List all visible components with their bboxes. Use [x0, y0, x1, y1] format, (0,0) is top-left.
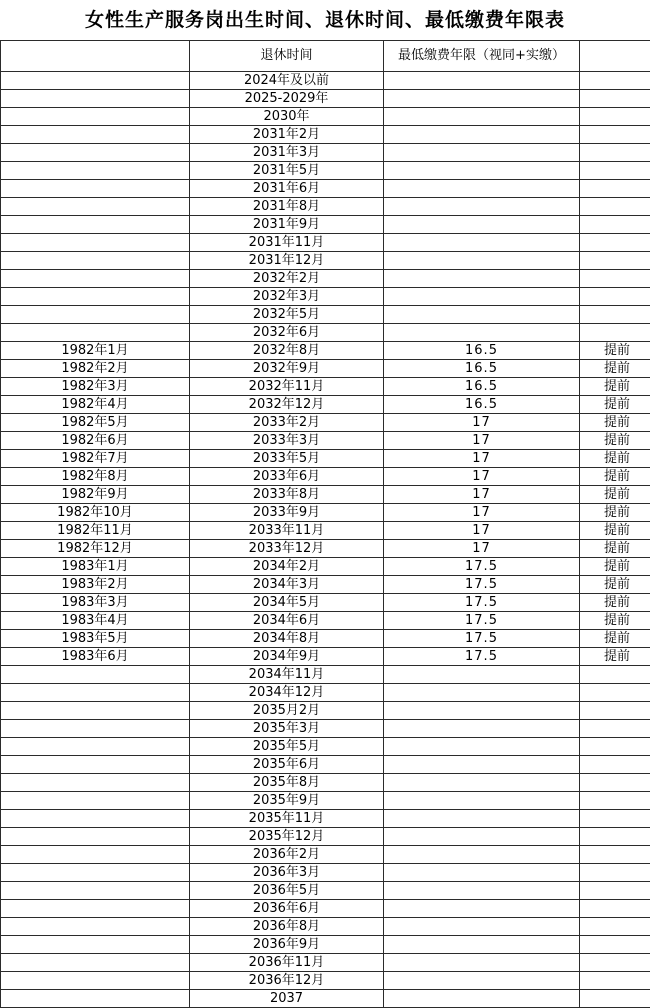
min-contribution-cell — [384, 810, 580, 828]
table-row — [1, 666, 650, 684]
retirement-time-cell: 2036年11月 — [190, 954, 384, 972]
table-row — [1, 828, 650, 846]
birth-date-cell: 1982年12月 — [1, 540, 190, 558]
birth-date-cell — [1, 918, 190, 936]
table-row — [1, 630, 650, 648]
type-cell — [580, 144, 650, 162]
table-row — [1, 702, 650, 720]
table-row — [1, 450, 650, 468]
min-contribution-cell — [384, 936, 580, 954]
birth-date-cell — [1, 234, 190, 252]
birth-date-cell — [1, 108, 190, 126]
type-cell: 提前 — [580, 612, 650, 630]
type-cell — [580, 162, 650, 180]
retirement-time-cell: 2031年3月 — [190, 144, 384, 162]
min-contribution-cell: 16.5 — [384, 342, 580, 360]
table-row — [1, 234, 650, 252]
type-cell — [580, 810, 650, 828]
retirement-time-cell: 2031年12月 — [190, 252, 384, 270]
birth-date-cell: 1982年3月 — [1, 378, 190, 396]
min-contribution-cell: 17 — [384, 450, 580, 468]
retirement-time-cell: 2031年6月 — [190, 180, 384, 198]
type-cell — [580, 990, 650, 1008]
birth-date-cell: 1983年2月 — [1, 576, 190, 594]
min-contribution-cell — [384, 846, 580, 864]
min-contribution-cell — [384, 270, 580, 288]
header-row — [1, 41, 650, 72]
min-contribution-cell — [384, 180, 580, 198]
type-cell: 提前 — [580, 540, 650, 558]
min-contribution-cell — [384, 774, 580, 792]
table-row — [1, 126, 650, 144]
retirement-time-cell: 2032年9月 — [190, 360, 384, 378]
table-row — [1, 558, 650, 576]
min-contribution-cell — [384, 126, 580, 144]
retirement-time-cell: 2036年5月 — [190, 882, 384, 900]
birth-date-cell — [1, 738, 190, 756]
table-row — [1, 738, 650, 756]
birth-date-cell — [1, 828, 190, 846]
birth-date-cell — [1, 954, 190, 972]
retirement-time-cell: 2035年8月 — [190, 774, 384, 792]
birth-date-cell — [1, 162, 190, 180]
birth-date-cell — [1, 198, 190, 216]
min-contribution-cell: 17 — [384, 540, 580, 558]
min-contribution-cell — [384, 972, 580, 990]
header-min-contribution: 最低缴费年限（视同+实缴） — [384, 41, 580, 72]
retirement-time-cell: 2035年3月 — [190, 720, 384, 738]
min-contribution-cell — [384, 900, 580, 918]
table-row — [1, 162, 650, 180]
type-cell: 提前 — [580, 378, 650, 396]
type-cell — [580, 792, 650, 810]
retirement-time-cell: 2033年8月 — [190, 486, 384, 504]
min-contribution-cell — [384, 252, 580, 270]
retirement-time-cell: 2032年12月 — [190, 396, 384, 414]
birth-date-cell: 1982年4月 — [1, 396, 190, 414]
min-contribution-cell: 17 — [384, 522, 580, 540]
table-row — [1, 954, 650, 972]
birth-date-cell — [1, 684, 190, 702]
birth-date-cell — [1, 216, 190, 234]
type-cell: 提前 — [580, 648, 650, 666]
table-row — [1, 810, 650, 828]
min-contribution-cell: 17.5 — [384, 576, 580, 594]
birth-date-cell — [1, 810, 190, 828]
min-contribution-cell — [384, 792, 580, 810]
birth-date-cell — [1, 990, 190, 1008]
type-cell — [580, 324, 650, 342]
birth-date-cell — [1, 126, 190, 144]
birth-date-cell — [1, 702, 190, 720]
min-contribution-cell — [384, 108, 580, 126]
birth-date-cell — [1, 972, 190, 990]
min-contribution-cell: 16.5 — [384, 396, 580, 414]
header-birth-date — [1, 41, 190, 72]
min-contribution-cell — [384, 198, 580, 216]
min-contribution-cell: 16.5 — [384, 360, 580, 378]
min-contribution-cell — [384, 954, 580, 972]
min-contribution-cell: 17 — [384, 486, 580, 504]
retirement-time-cell: 2031年8月 — [190, 198, 384, 216]
type-cell — [580, 306, 650, 324]
birth-date-cell — [1, 252, 190, 270]
min-contribution-cell: 17 — [384, 504, 580, 522]
birth-date-cell — [1, 90, 190, 108]
table-row — [1, 180, 650, 198]
retirement-time-cell: 2033年3月 — [190, 432, 384, 450]
type-cell — [580, 720, 650, 738]
min-contribution-cell — [384, 666, 580, 684]
table-row — [1, 846, 650, 864]
min-contribution-cell — [384, 990, 580, 1008]
type-cell — [580, 918, 650, 936]
retirement-time-cell: 2036年6月 — [190, 900, 384, 918]
type-cell — [580, 756, 650, 774]
retirement-time-cell: 2032年6月 — [190, 324, 384, 342]
table-row — [1, 396, 650, 414]
min-contribution-cell — [384, 720, 580, 738]
retirement-time-cell: 2036年8月 — [190, 918, 384, 936]
birth-date-cell — [1, 72, 190, 90]
type-cell: 提前 — [580, 576, 650, 594]
table-row — [1, 414, 650, 432]
min-contribution-cell: 17.5 — [384, 558, 580, 576]
type-cell: 提前 — [580, 504, 650, 522]
table-row — [1, 468, 650, 486]
type-cell — [580, 72, 650, 90]
table-row — [1, 378, 650, 396]
retirement-time-cell: 2035月2月 — [190, 702, 384, 720]
type-cell: 提前 — [580, 558, 650, 576]
table-row — [1, 774, 650, 792]
retirement-time-cell: 2035年11月 — [190, 810, 384, 828]
table-row — [1, 756, 650, 774]
table-row — [1, 576, 650, 594]
birth-date-cell: 1982年7月 — [1, 450, 190, 468]
min-contribution-cell — [384, 918, 580, 936]
type-cell — [580, 90, 650, 108]
table-row — [1, 486, 650, 504]
birth-date-cell: 1983年1月 — [1, 558, 190, 576]
table-row — [1, 216, 650, 234]
header-retirement-time: 退休时间 — [190, 41, 384, 72]
retirement-time-cell: 2034年3月 — [190, 576, 384, 594]
min-contribution-cell — [384, 288, 580, 306]
type-cell — [580, 972, 650, 990]
type-cell: 提前 — [580, 630, 650, 648]
retirement-time-cell: 2035年12月 — [190, 828, 384, 846]
table-row — [1, 936, 650, 954]
table-row — [1, 648, 650, 666]
birth-date-cell: 1982年9月 — [1, 486, 190, 504]
birth-date-cell — [1, 306, 190, 324]
retirement-time-cell: 2037 — [190, 990, 384, 1008]
birth-date-cell: 1982年10月 — [1, 504, 190, 522]
retirement-time-cell: 2033年12月 — [190, 540, 384, 558]
retirement-time-cell: 2036年2月 — [190, 846, 384, 864]
table-row — [1, 612, 650, 630]
table-row — [1, 864, 650, 882]
type-cell: 提前 — [580, 414, 650, 432]
min-contribution-cell: 17.5 — [384, 648, 580, 666]
type-cell — [580, 846, 650, 864]
retirement-time-cell: 2034年6月 — [190, 612, 384, 630]
type-cell — [580, 180, 650, 198]
min-contribution-cell — [384, 90, 580, 108]
type-cell — [580, 288, 650, 306]
header-type — [580, 41, 650, 72]
retirement-time-cell: 2032年11月 — [190, 378, 384, 396]
retirement-time-cell: 2032年8月 — [190, 342, 384, 360]
min-contribution-cell — [384, 756, 580, 774]
table-row — [1, 144, 650, 162]
type-cell — [580, 126, 650, 144]
table-row — [1, 990, 650, 1008]
table-row — [1, 792, 650, 810]
table-row — [1, 972, 650, 990]
min-contribution-cell — [384, 162, 580, 180]
retirement-time-cell: 2035年5月 — [190, 738, 384, 756]
table-row — [1, 324, 650, 342]
birth-date-cell — [1, 936, 190, 954]
type-cell — [580, 108, 650, 126]
table-row — [1, 900, 650, 918]
retirement-time-cell: 2031年11月 — [190, 234, 384, 252]
birth-date-cell — [1, 666, 190, 684]
table-row — [1, 90, 650, 108]
birth-date-cell: 1983年6月 — [1, 648, 190, 666]
retirement-time-cell: 2025-2029年 — [190, 90, 384, 108]
birth-date-cell — [1, 774, 190, 792]
birth-date-cell: 1982年6月 — [1, 432, 190, 450]
retirement-time-cell: 2035年9月 — [190, 792, 384, 810]
type-cell: 提前 — [580, 342, 650, 360]
retirement-time-cell: 2034年2月 — [190, 558, 384, 576]
type-cell — [580, 270, 650, 288]
type-cell: 提前 — [580, 450, 650, 468]
retirement-time-cell: 2035年6月 — [190, 756, 384, 774]
table-row — [1, 342, 650, 360]
min-contribution-cell — [384, 684, 580, 702]
birth-date-cell — [1, 792, 190, 810]
type-cell — [580, 666, 650, 684]
type-cell: 提前 — [580, 396, 650, 414]
birth-date-cell — [1, 756, 190, 774]
retirement-time-cell: 2030年 — [190, 108, 384, 126]
type-cell: 提前 — [580, 468, 650, 486]
retirement-time-cell: 2032年2月 — [190, 270, 384, 288]
table-row — [1, 270, 650, 288]
table-row — [1, 108, 650, 126]
retirement-time-cell: 2034年9月 — [190, 648, 384, 666]
retirement-time-cell: 2033年6月 — [190, 468, 384, 486]
retirement-time-cell: 2032年5月 — [190, 306, 384, 324]
min-contribution-cell — [384, 234, 580, 252]
table-row — [1, 306, 650, 324]
retirement-time-cell: 2033年5月 — [190, 450, 384, 468]
birth-date-cell: 1982年11月 — [1, 522, 190, 540]
min-contribution-cell — [384, 738, 580, 756]
birth-date-cell: 1982年8月 — [1, 468, 190, 486]
min-contribution-cell — [384, 324, 580, 342]
retirement-time-cell: 2032年3月 — [190, 288, 384, 306]
table-row — [1, 504, 650, 522]
min-contribution-cell: 17.5 — [384, 630, 580, 648]
table-row — [1, 72, 650, 90]
birth-date-cell: 1982年5月 — [1, 414, 190, 432]
min-contribution-cell: 17.5 — [384, 612, 580, 630]
type-cell — [580, 216, 650, 234]
type-cell — [580, 864, 650, 882]
table-row — [1, 360, 650, 378]
type-cell: 提前 — [580, 360, 650, 378]
table-row — [1, 594, 650, 612]
birth-date-cell: 1983年4月 — [1, 612, 190, 630]
min-contribution-cell: 17.5 — [384, 594, 580, 612]
retirement-time-cell: 2031年2月 — [190, 126, 384, 144]
birth-date-cell: 1982年2月 — [1, 360, 190, 378]
retirement-time-cell: 2031年5月 — [190, 162, 384, 180]
min-contribution-cell — [384, 702, 580, 720]
table-row — [1, 882, 650, 900]
retirement-time-cell: 2034年5月 — [190, 594, 384, 612]
birth-date-cell — [1, 288, 190, 306]
retirement-time-cell: 2033年11月 — [190, 522, 384, 540]
min-contribution-cell — [384, 72, 580, 90]
retirement-time-cell: 2036年12月 — [190, 972, 384, 990]
type-cell — [580, 738, 650, 756]
min-contribution-cell — [384, 828, 580, 846]
type-cell: 提前 — [580, 486, 650, 504]
table-row — [1, 198, 650, 216]
type-cell — [580, 234, 650, 252]
retirement-time-cell: 2031年9月 — [190, 216, 384, 234]
table-body — [1, 72, 650, 1008]
type-cell — [580, 882, 650, 900]
type-cell — [580, 954, 650, 972]
birth-date-cell: 1983年3月 — [1, 594, 190, 612]
type-cell — [580, 774, 650, 792]
type-cell — [580, 252, 650, 270]
min-contribution-cell — [384, 144, 580, 162]
min-contribution-cell: 17 — [384, 414, 580, 432]
retirement-table — [0, 40, 650, 1008]
min-contribution-cell — [384, 306, 580, 324]
type-cell: 提前 — [580, 522, 650, 540]
birth-date-cell: 1983年5月 — [1, 630, 190, 648]
type-cell — [580, 684, 650, 702]
birth-date-cell — [1, 270, 190, 288]
table-row — [1, 540, 650, 558]
table-row — [1, 684, 650, 702]
table-row — [1, 432, 650, 450]
type-cell: 提前 — [580, 594, 650, 612]
birth-date-cell — [1, 900, 190, 918]
birth-date-cell — [1, 324, 190, 342]
table-row — [1, 288, 650, 306]
birth-date-cell — [1, 864, 190, 882]
type-cell — [580, 900, 650, 918]
table-title: 女性生产服务岗出生时间、退休时间、最低缴费年限表 — [84, 9, 565, 31]
min-contribution-cell — [384, 216, 580, 234]
table-row — [1, 252, 650, 270]
table-row — [1, 918, 650, 936]
min-contribution-cell: 16.5 — [384, 378, 580, 396]
birth-date-cell — [1, 846, 190, 864]
min-contribution-cell: 17 — [384, 468, 580, 486]
min-contribution-cell: 17 — [384, 432, 580, 450]
retirement-time-cell: 2033年2月 — [190, 414, 384, 432]
retirement-time-cell: 2033年9月 — [190, 504, 384, 522]
type-cell — [580, 198, 650, 216]
birth-date-cell — [1, 144, 190, 162]
retirement-time-cell: 2034年12月 — [190, 684, 384, 702]
min-contribution-cell — [384, 864, 580, 882]
min-contribution-cell — [384, 882, 580, 900]
birth-date-cell — [1, 180, 190, 198]
retirement-time-cell: 2036年3月 — [190, 864, 384, 882]
birth-date-cell — [1, 882, 190, 900]
table-row — [1, 522, 650, 540]
retirement-time-cell: 2034年11月 — [190, 666, 384, 684]
retirement-time-cell: 2036年9月 — [190, 936, 384, 954]
birth-date-cell — [1, 720, 190, 738]
retirement-time-cell: 2024年及以前 — [190, 72, 384, 90]
retirement-time-cell: 2034年8月 — [190, 630, 384, 648]
type-cell: 提前 — [580, 432, 650, 450]
birth-date-cell: 1982年1月 — [1, 342, 190, 360]
type-cell — [580, 828, 650, 846]
type-cell — [580, 702, 650, 720]
table-row — [1, 720, 650, 738]
type-cell — [580, 936, 650, 954]
